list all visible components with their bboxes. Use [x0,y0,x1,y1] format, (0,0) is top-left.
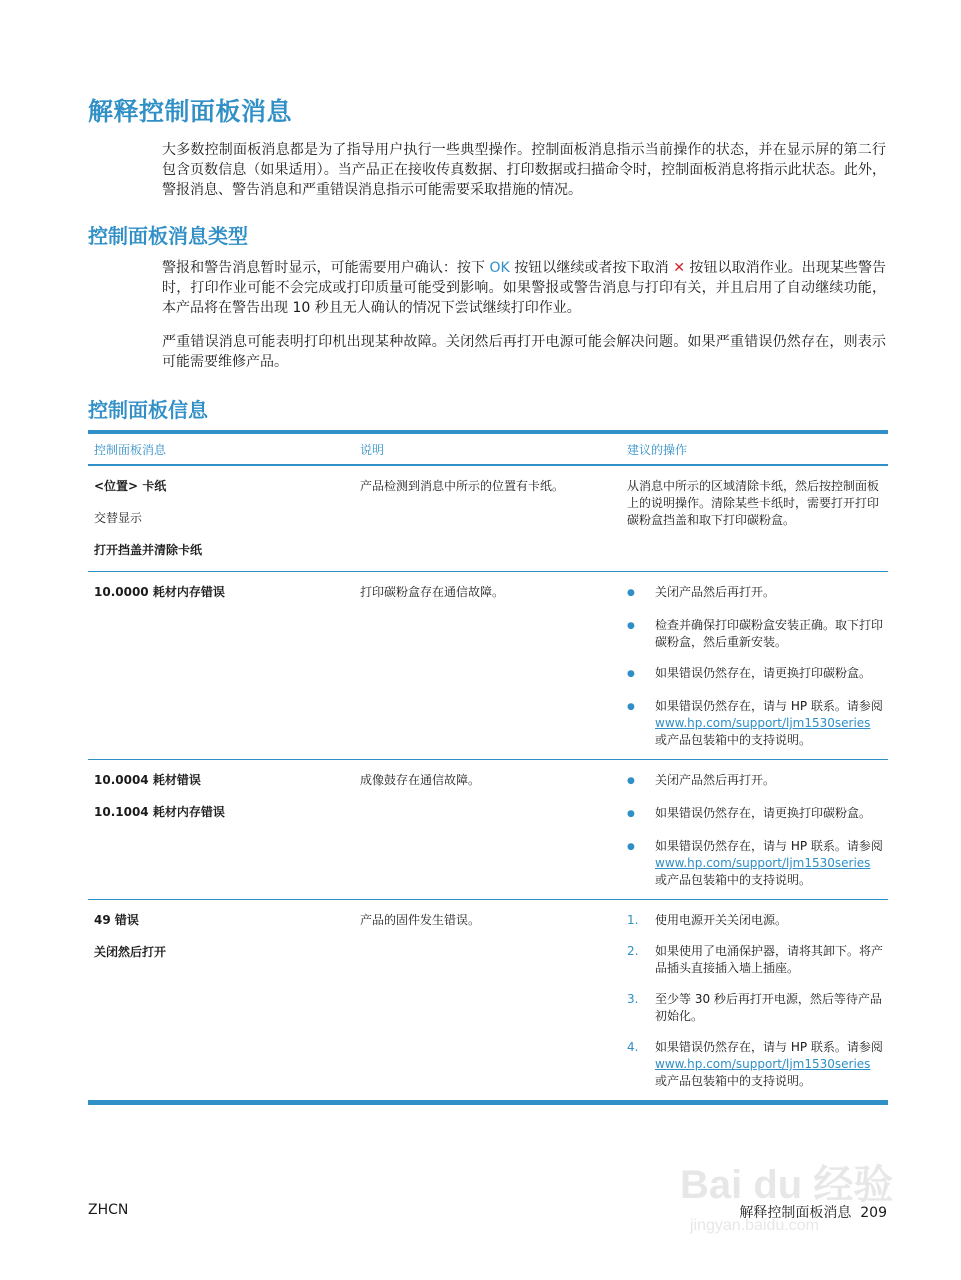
alert-text-c: 按钮以取消作业。出现某些警告时，打印作业可能不会完成或打印质量可能受到影响。如果警报或警告消息与打印有关，并且启用了自动继续功能，本产品将在警告出现 10 秒且无人确认的情况下尝试继续打印作业。 [162,260,887,316]
watermark-url: jingyan.baidu.com [690,1217,819,1234]
header-message: 控制面板消息 [94,442,167,457]
bullet-icon [627,805,655,824]
alert-text-b: 按钮以继续或者按下取消 [509,260,674,276]
watermark-brand: Bai du 经验 [680,1163,894,1207]
bullet-icon [627,617,655,651]
bullet-icon [627,584,655,603]
row-message: <位置> 卡纸 [94,479,167,493]
action-item: ● 检查并确保打印碳粉盒安装正确。取下打印碳粉盒，然后重新安装。 [627,617,884,651]
action-item: ● 如果错误仍然存在，请与 HP 联系。请参阅 www.hp.com/support/ljm1530series 或产品包装箱中的支持说明。 [627,838,884,889]
page-number: 209 [860,1205,887,1221]
action-item: 4. 如果错误仍然存在，请与 HP 联系。请参阅 www.hp.com/support/ljm1530series 或产品包装箱中的支持说明。 [627,1040,883,1088]
row-message: 交替显示 [94,511,143,525]
support-link[interactable]: www.hp.com/support/ljm1530series [655,716,871,730]
action-item: 1. 使用电源开关关闭电源。 [627,913,788,927]
row-description: 产品的固件发生错误。 [360,913,481,927]
header-action: 建议的操作 [627,442,688,457]
bullet-icon [627,698,655,749]
table-row [88,466,888,572]
row-action: 从消息中所示的区域清除卡纸，然后按控制面板上的说明操作。清除某些卡纸时，需要打开打印碳粉盒挡盖和取下打印碳粉盒。 [627,479,880,527]
footer-locale: ZHCN [88,1202,129,1218]
step-number: 1. [627,913,639,927]
row-message: 关闭然后打开 [94,945,167,959]
bullet-icon [627,665,655,684]
alert-text-a: 警报和警告消息暂时显示，可能需要用户确认：按下 [162,260,490,276]
step-number: 2. [627,944,639,958]
action-item: ● 如果错误仍然存在，请更换打印碳粉盒。 [627,665,884,684]
table-row [88,572,888,760]
baidu-watermark-logo [670,1140,910,1250]
row-description: 产品检测到消息中所示的位置有卡纸。 [360,479,565,493]
support-link[interactable]: www.hp.com/support/ljm1530series [655,1057,871,1071]
bullet-icon [627,772,655,791]
header-description: 说明 [360,442,385,457]
bullet-icon [627,838,655,889]
ok-button-label: OK [489,260,510,276]
table-header [88,434,888,466]
row-message: 10.0004 耗材错误 [94,773,201,787]
footer-title: 解释控制面板消息 [739,1205,852,1221]
row-message: 10.0000 耗材内存错误 [94,585,225,599]
row-description: 成像鼓存在通信故障。 [360,773,481,787]
support-link[interactable]: www.hp.com/support/ljm1530series [655,856,871,870]
page-title: 解释控制面板消息 [88,97,293,126]
table-bottom-rule [88,1101,888,1105]
row-message: 打开挡盖并清除卡纸 [94,543,203,557]
action-item: ● 关闭产品然后再打开。 [627,584,884,603]
action-item: ● 如果错误仍然存在，请与 HP 联系。请参阅 www.hp.com/support/ljm1530series 或产品包装箱中的支持说明。 [627,698,884,749]
critical-paragraph: 严重错误消息可能表明打印机出现某种故障。关闭然后再打开电源可能会解决问题。如果严重错误仍然存在，则表示可能需要维修产品。 [162,334,886,370]
footer-page [739,1202,887,1222]
action-item: 2. 如果使用了电涌保护器，请将其卸下。将产品插头直接插入墙上插座。 [627,944,884,975]
table-row [88,900,888,1101]
cancel-x-icon: ✕ [673,260,685,276]
messages-table [88,430,888,1105]
step-number: 4. [627,1040,639,1054]
intro-paragraph: 大多数控制面板消息都是为了指导用户执行一些典型操作。控制面板消息指示当前操作的状态，并在显示屏的第二行包含页数信息（如果适用）。当产品正在接收传真数据、打印数据或扫描命令时，控制面板消息将指示此状态。此外，警报消息、警告消息和严重错误消息指示可能需要采取措施的情况。 [162,142,886,198]
row-message: 49 错误 [94,913,139,927]
alert-paragraph [162,258,886,318]
step-number: 3. [627,992,639,1006]
section-heading-info: 控制面板信息 [88,398,208,422]
section-heading-types: 控制面板消息类型 [88,224,248,248]
table-row [88,760,888,900]
row-message: 10.1004 耗材内存错误 [94,805,225,819]
action-item: ● 关闭产品然后再打开。 [627,772,884,791]
action-item: ● 如果错误仍然存在，请更换打印碳粉盒。 [627,805,884,824]
action-item: 3. 至少等 30 秒后再打开电源，然后等待产品初始化。 [627,992,882,1023]
row-description: 打印碳粉盒存在通信故障。 [360,585,505,599]
